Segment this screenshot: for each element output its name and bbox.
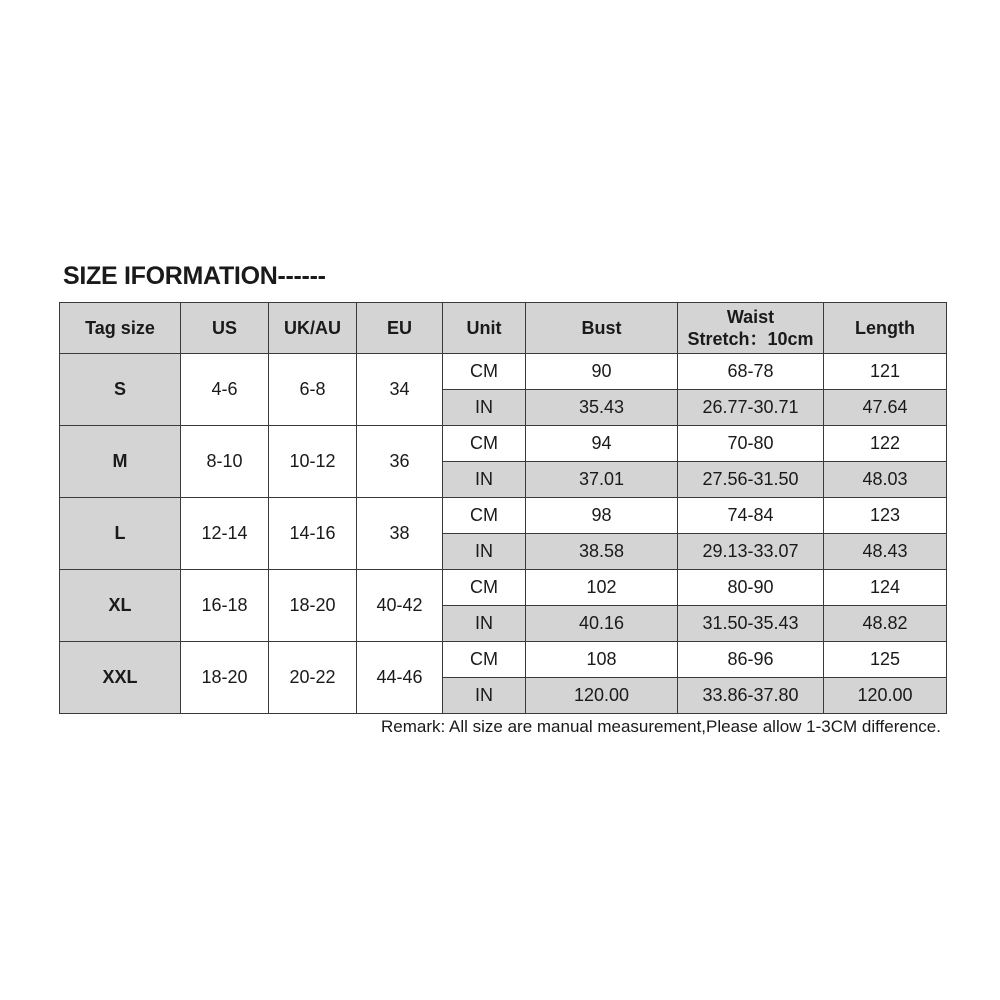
cell-unit: IN	[443, 678, 526, 714]
cell-bust: 102	[526, 570, 678, 606]
cell-length: 48.43	[824, 534, 947, 570]
cell-uk-au: 10-12	[269, 426, 357, 498]
cell-bust: 37.01	[526, 462, 678, 498]
cell-tag-size: S	[60, 354, 181, 426]
table-row	[60, 354, 947, 390]
cell-unit: CM	[443, 498, 526, 534]
remark-note: Remark: All size are manual measurement,Please allow 1-3CM difference.	[381, 717, 941, 736]
header-waist	[678, 303, 824, 354]
header-length: Length	[824, 303, 947, 354]
cell-waist: 27.56-31.50	[678, 462, 824, 498]
cell-tag-size: L	[60, 498, 181, 570]
header-bust: Bust	[526, 303, 678, 354]
cell-uk-au: 14-16	[269, 498, 357, 570]
cell-length: 47.64	[824, 390, 947, 426]
header-waist-stretch: Stretch：10cm	[687, 329, 814, 349]
header-uk-au: UK/AU	[269, 303, 357, 354]
cell-bust: 35.43	[526, 390, 678, 426]
cell-length: 48.03	[824, 462, 947, 498]
header-waist-label: Waist	[726, 307, 775, 327]
cell-tag-size: XXL	[60, 642, 181, 714]
cell-length: 125	[824, 642, 947, 678]
cell-bust: 98	[526, 498, 678, 534]
table-row	[60, 498, 947, 534]
header-tag-size: Tag size	[60, 303, 181, 354]
cell-unit: CM	[443, 570, 526, 606]
cell-length: 120.00	[824, 678, 947, 714]
cell-tag-size: XL	[60, 570, 181, 642]
table-row	[60, 426, 947, 462]
cell-waist: 26.77-30.71	[678, 390, 824, 426]
cell-unit: IN	[443, 462, 526, 498]
cell-unit: CM	[443, 354, 526, 390]
cell-waist: 31.50-35.43	[678, 606, 824, 642]
cell-length: 124	[824, 570, 947, 606]
cell-bust: 40.16	[526, 606, 678, 642]
cell-unit: CM	[443, 426, 526, 462]
cell-eu: 40-42	[357, 570, 443, 642]
cell-uk-au: 20-22	[269, 642, 357, 714]
cell-bust: 90	[526, 354, 678, 390]
cell-waist: 68-78	[678, 354, 824, 390]
cell-bust: 38.58	[526, 534, 678, 570]
cell-waist: 70-80	[678, 426, 824, 462]
cell-length: 122	[824, 426, 947, 462]
table-row	[60, 642, 947, 678]
cell-waist: 80-90	[678, 570, 824, 606]
cell-length: 121	[824, 354, 947, 390]
cell-uk-au: 6-8	[269, 354, 357, 426]
cell-us: 12-14	[181, 498, 269, 570]
cell-bust: 94	[526, 426, 678, 462]
cell-bust: 108	[526, 642, 678, 678]
cell-unit: CM	[443, 642, 526, 678]
cell-unit: IN	[443, 606, 526, 642]
size-table	[59, 302, 947, 714]
cell-eu: 34	[357, 354, 443, 426]
cell-us: 8-10	[181, 426, 269, 498]
cell-unit: IN	[443, 534, 526, 570]
header-unit: Unit	[443, 303, 526, 354]
header-eu: EU	[357, 303, 443, 354]
cell-unit: IN	[443, 390, 526, 426]
cell-waist: 74-84	[678, 498, 824, 534]
cell-length: 123	[824, 498, 947, 534]
cell-us: 18-20	[181, 642, 269, 714]
cell-tag-size: M	[60, 426, 181, 498]
cell-waist: 86-96	[678, 642, 824, 678]
cell-length: 48.82	[824, 606, 947, 642]
cell-eu: 44-46	[357, 642, 443, 714]
cell-us: 16-18	[181, 570, 269, 642]
cell-bust: 120.00	[526, 678, 678, 714]
cell-waist: 33.86-37.80	[678, 678, 824, 714]
cell-waist: 29.13-33.07	[678, 534, 824, 570]
cell-eu: 36	[357, 426, 443, 498]
header-row	[60, 303, 947, 354]
cell-us: 4-6	[181, 354, 269, 426]
table-row	[60, 570, 947, 606]
cell-eu: 38	[357, 498, 443, 570]
page-title: SIZE IFORMATION------	[63, 262, 326, 290]
header-us: US	[181, 303, 269, 354]
cell-uk-au: 18-20	[269, 570, 357, 642]
